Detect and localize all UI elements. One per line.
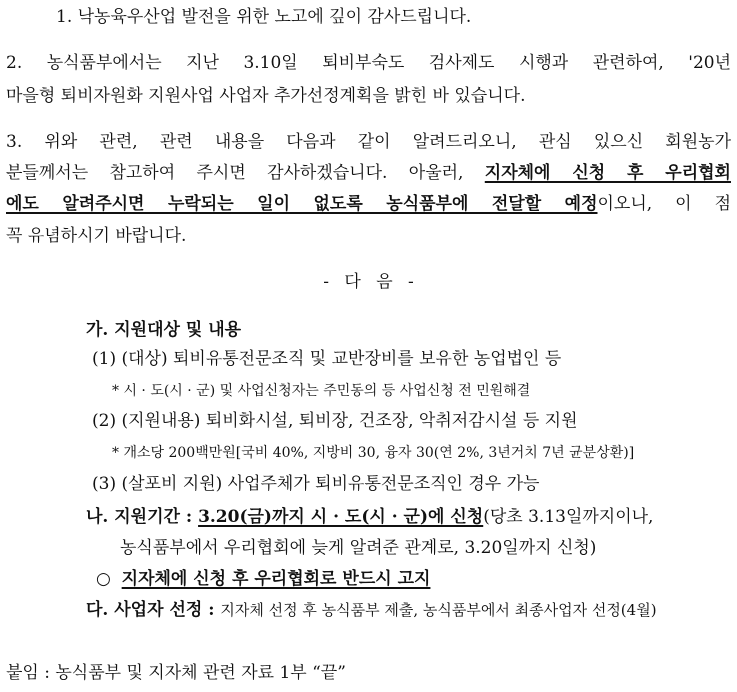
- section-da-label: 다. 사업자 선정 :: [86, 600, 221, 620]
- section-ga-note-1: * 시 · 도(시 · 군) 및 사업신청자는 주민동의 등 사업신청 전 민원해결: [112, 383, 531, 399]
- divider-heading: - 다 음 -: [323, 272, 414, 292]
- section-na-label: 나. 지원기간 :: [86, 507, 199, 527]
- section-ga-item-2: (2) (지원내용) 퇴비화시설, 퇴비장, 건조장, 악취저감시설 등 지원: [92, 411, 578, 431]
- emphasis-deadline: 3.20(금)까지 시 · 도(시 · 군)에 신청: [198, 507, 484, 527]
- paragraph-3-line-3-text: 이오니, 이 점: [597, 194, 731, 214]
- paragraph-3-line-4: 꼭 유념하시기 바랍니다.: [6, 226, 187, 246]
- paragraph-3-line-1: 3. 위와 관련, 관련 내용을 다음과 같이 알려드리오니, 관심 있으신 회원농가: [6, 132, 731, 152]
- paragraph-3-line-2: [6, 160, 731, 186]
- paragraph-2-line-2: 마을형 퇴비자원화 지원사업 사업자 추가선정계획을 밝힌 바 있습니다.: [6, 86, 526, 106]
- emphasis-must-notify: 지자체에 신청 후 우리협회로 반드시 고지: [121, 569, 431, 589]
- paragraph-3-line-2-text: 분들께서는 참고하여 주시면 감사하겠습니다. 아울러,: [6, 163, 485, 183]
- section-da-line: [86, 597, 657, 623]
- emphasis-forward-ministry: 에도 알려주시면 누락되는 일이 없도록 농식품부에 전달할 예정: [6, 194, 598, 214]
- section-na-line-1: [86, 504, 653, 530]
- section-ga-item-3: (3) (살포비 지원) 사업주체가 퇴비유통전문조직인 경우 가능: [92, 474, 540, 494]
- section-na-line-2: 농식품부에서 우리협회에 늦게 알려준 관계로, 3.20일까지 신청): [120, 538, 597, 558]
- section-ga-item-1: (1) (대상) 퇴비유통전문조직 및 교반장비를 보유한 농업법인 등: [92, 349, 562, 369]
- paragraph-1: 1. 낙농육우산업 발전을 위한 노고에 깊이 감사드립니다.: [56, 7, 472, 27]
- section-ga-note-2: * 개소당 200백만원[국비 40%, 지방비 30, 융자 30(연 2%, 3년거치 7년 균분상환)]: [112, 445, 635, 461]
- section-ga-title: 가. 지원대상 및 내용: [86, 320, 242, 340]
- section-da-text: 지자체 선정 후 농식품부 제출, 농식품부에서 최종사업자 선정(4월): [220, 601, 657, 619]
- paragraph-3-line-3: [6, 191, 731, 217]
- circle-note: [96, 566, 430, 592]
- paragraph-2-line-1: 2. 농식품부에서는 지난 3.10일 퇴비부숙도 검사제도 시행과 관련하여, '20년: [6, 53, 731, 73]
- attachment-line: 붙임 : 농식품부 및 지자체 관련 자료 1부 “끝”: [6, 663, 346, 683]
- emphasis-notify-association: 지자체에 신청 후 우리협회: [484, 163, 731, 183]
- circle-bullet-icon: ○: [96, 569, 111, 589]
- section-na-note: (당초 3.13일까지이나,: [483, 507, 654, 527]
